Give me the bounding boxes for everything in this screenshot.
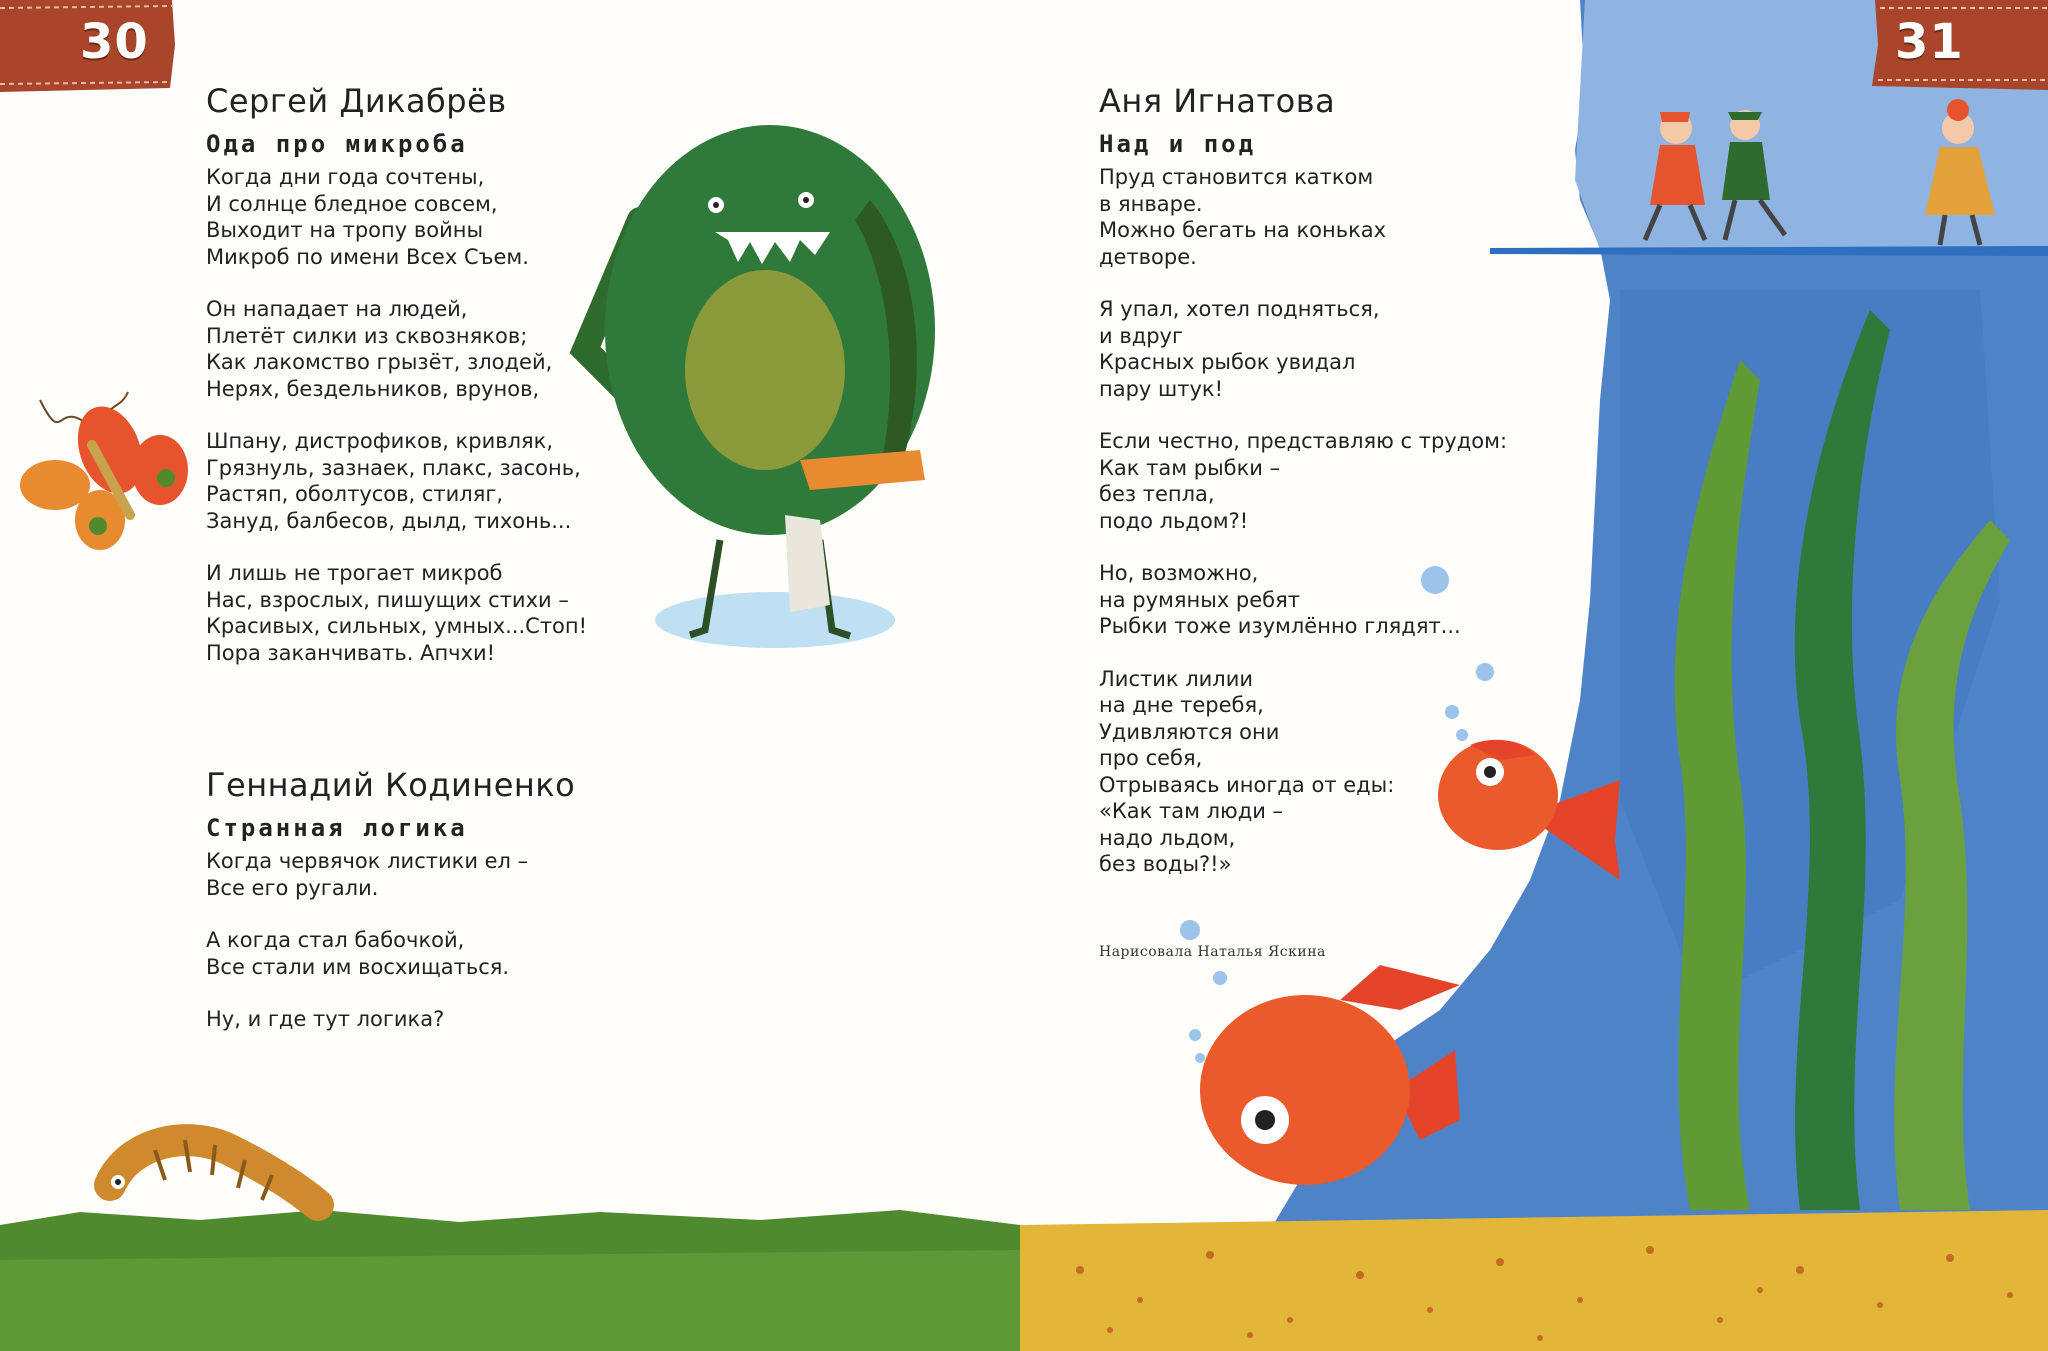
poem-line: Как лакомство грызёт, злодей, xyxy=(206,350,553,374)
poem-line: А когда стал бабочкой, xyxy=(206,928,465,952)
poem-title: Над и под xyxy=(1099,130,1257,158)
stanza xyxy=(206,848,575,901)
butterfly xyxy=(20,392,188,550)
poem-line: Он нападает на людей, xyxy=(206,297,468,321)
poem-author: Геннадий Кодиненко xyxy=(206,766,576,804)
poem-line: Все его ругали. xyxy=(206,875,379,900)
page-number-right: 31 xyxy=(1895,14,1964,70)
poem-line: Листик лилии xyxy=(1099,666,1254,691)
page-number-left: 30 xyxy=(80,14,149,70)
poem-line: без тепла, xyxy=(1099,482,1215,506)
poem-line: надо льдом, xyxy=(1099,825,1236,850)
poem-line: Нас, взрослых, пишущих стихи – xyxy=(206,587,569,612)
stanza xyxy=(1099,296,1507,402)
poem-line: Можно бегать на коньках xyxy=(1099,218,1387,242)
poem-title: Странная логика xyxy=(206,814,468,842)
poem-line: «Как там люди – xyxy=(1099,799,1284,823)
poem-strannaya-logika xyxy=(206,766,575,1059)
poem-line: пару штук! xyxy=(1099,376,1224,401)
poem-line: Отрываясь иногда от еды: xyxy=(1099,772,1395,797)
poem-title: Ода про микроба xyxy=(206,130,468,158)
stanza xyxy=(206,1006,575,1033)
stanza xyxy=(1099,666,1507,878)
poem-line: детворе. xyxy=(1099,244,1197,269)
poem-line: Когда дни года сочтены, xyxy=(206,165,485,189)
poem-line: Пора заканчивать. Апчхи! xyxy=(206,640,496,665)
stanza xyxy=(1099,560,1507,640)
poem-line: Шпану, дистрофиков, кривляк, xyxy=(206,429,554,453)
poem-line: Если честно, представляю с трудом: xyxy=(1099,429,1508,453)
microbe-monster xyxy=(585,125,935,648)
poem-line: Растяп, оболтусов, стиляг, xyxy=(206,482,504,506)
poem-line: в январе. xyxy=(1099,191,1203,216)
poem-line: на дне теребя, xyxy=(1099,693,1264,717)
poem-nad-i-pod xyxy=(1099,82,1507,904)
poem-line: Нерях, бездельников, врунов, xyxy=(206,376,540,401)
poem-line: Рыбки тоже изумлённо глядят... xyxy=(1099,614,1461,638)
poem-line: Красных рыбок увидал xyxy=(1099,350,1356,374)
ice-surface xyxy=(1490,246,2048,256)
stanza xyxy=(1099,164,1507,270)
poem-line: на румяных ребят xyxy=(1099,587,1300,612)
poem-line: Плетёт силки из сквозняков; xyxy=(206,323,528,348)
poem-line: Пруд становится катком xyxy=(1099,165,1374,189)
poem-line: Грязнуль, зазнаек, плакс, засонь, xyxy=(206,455,581,480)
poem-line: Ну, и где тут логика? xyxy=(206,1007,445,1031)
poem-line: про себя, xyxy=(1099,746,1203,770)
poem-line: И лишь не трогает микроб xyxy=(206,561,503,585)
poem-line: Удивляются они xyxy=(1099,719,1280,744)
poem-line: Когда червячок листики ел – xyxy=(206,849,529,873)
sandy-bottom xyxy=(1020,1210,2048,1351)
stanza xyxy=(206,927,575,980)
poem-line: подо льдом?! xyxy=(1099,508,1249,533)
stanza xyxy=(206,296,587,402)
poem-line: Выходит на тропу войны xyxy=(206,218,484,242)
stanza xyxy=(1099,428,1507,534)
stanza xyxy=(206,164,587,270)
poem-line: Все стали им восхищаться. xyxy=(206,954,510,979)
poem-oda-pro-mikroba xyxy=(206,82,587,692)
poem-line: Я упал, хотел подняться, xyxy=(1099,297,1380,321)
poem-author: Сергей Дикабрёв xyxy=(206,82,507,120)
stanza xyxy=(206,428,587,534)
poem-line: Как там рыбки – xyxy=(1099,455,1281,480)
poem-line: Но, возможно, xyxy=(1099,561,1259,585)
poem-line: Зануд, балбесов, дылд, тихонь... xyxy=(206,508,572,533)
illustrator-credit: Нарисовала Наталья Яскина xyxy=(1099,944,1326,960)
stanza xyxy=(206,560,587,666)
poem-line: без воды?!» xyxy=(1099,852,1232,876)
poem-line: Красивых, сильных, умных...Стоп! xyxy=(206,614,588,638)
poem-author: Аня Игнатова xyxy=(1099,82,1336,120)
poem-line: Микроб по имени Всех Съем. xyxy=(206,244,529,269)
caterpillar xyxy=(110,1140,318,1205)
poem-line: и вдруг xyxy=(1099,323,1184,348)
poem-line: И солнце бледное совсем, xyxy=(206,191,498,216)
grass-strip xyxy=(0,1210,1020,1351)
